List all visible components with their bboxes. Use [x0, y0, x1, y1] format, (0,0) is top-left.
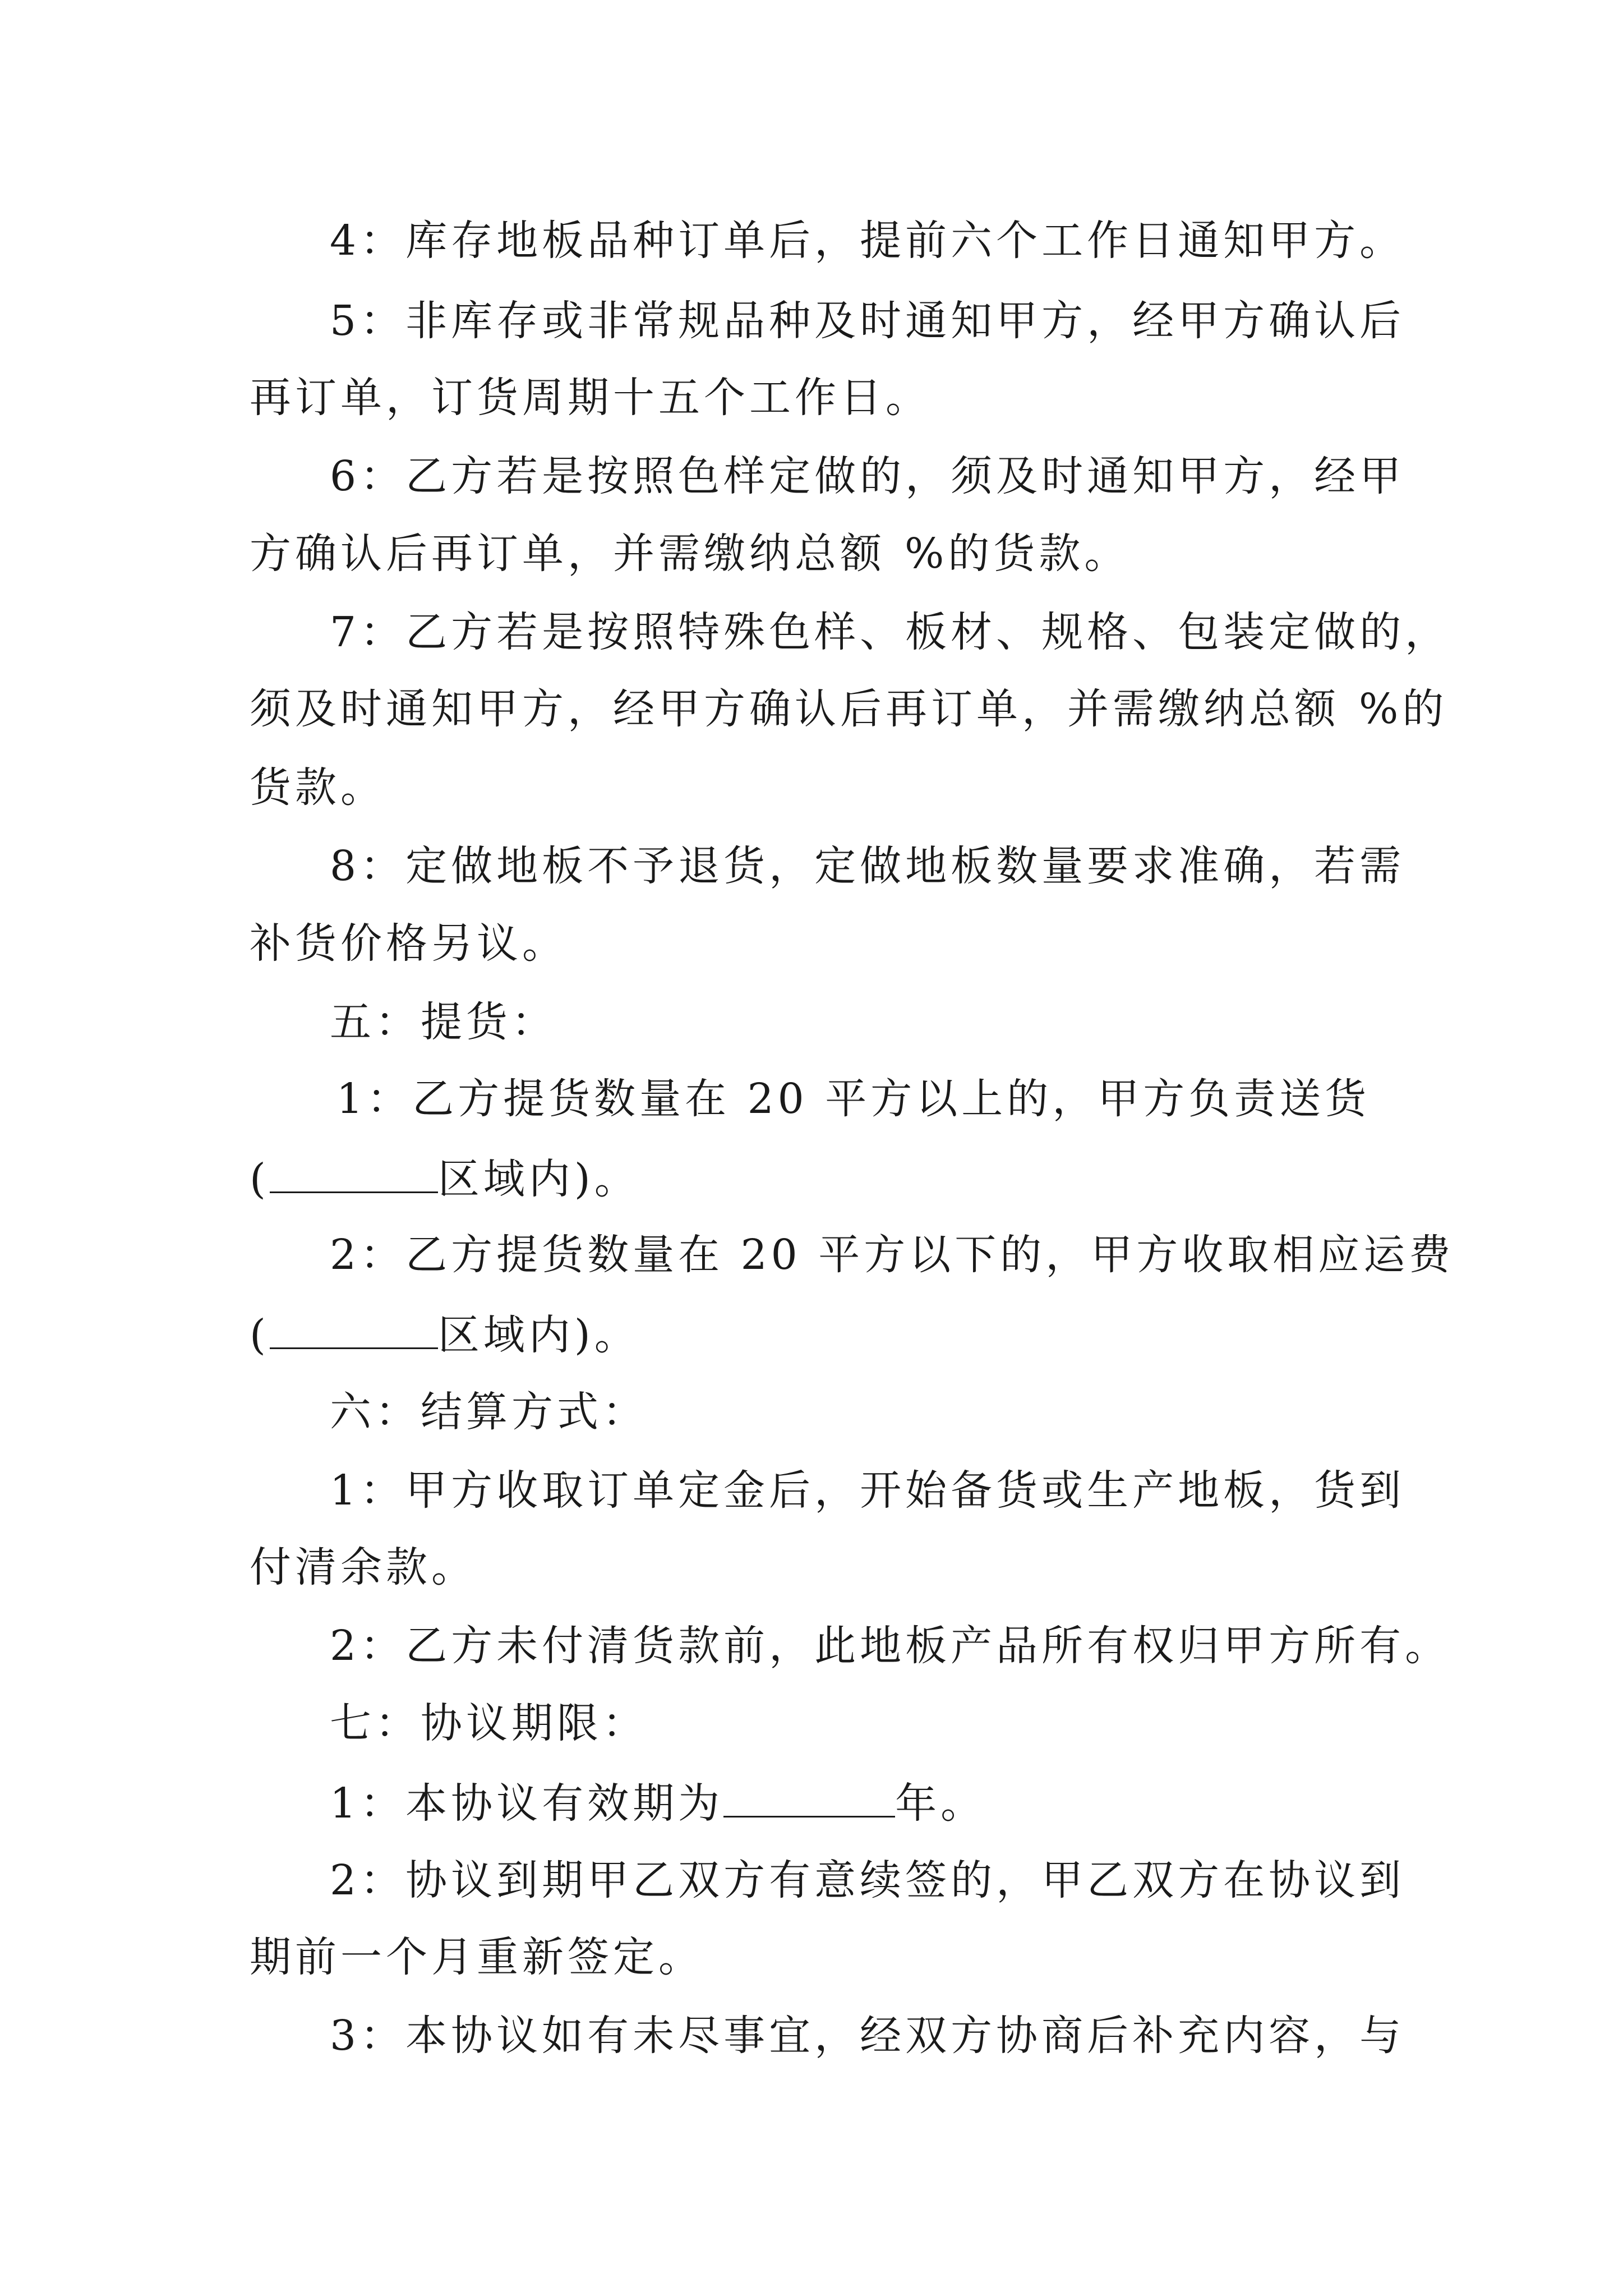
fill-in-blank	[270, 1313, 438, 1349]
paragraph-line	[250, 1155, 640, 1203]
line-text: 2：协议到期甲乙双方有意续签的，甲乙双方在协议到	[330, 1856, 1405, 1904]
section-heading	[330, 1388, 648, 1436]
line-text: 付清余款。	[250, 1543, 477, 1591]
section-heading	[330, 998, 557, 1046]
line-text: 须及时通知甲方，经甲方确认后再订单，并需缴纳总额	[250, 685, 1340, 733]
line-text: (	[250, 1155, 270, 1203]
line-text: 8：定做地板不予退货，定做地板数量要求准确，若需	[330, 842, 1405, 890]
line-text: 1：甲方收取订单定金后，开始备货或生产地板，货到	[330, 1466, 1405, 1515]
paragraph-line	[250, 374, 931, 422]
line-text: 再订单，订货周期十五个工作日。	[250, 374, 931, 422]
line-text: (	[250, 1311, 270, 1359]
line-text: 1：本协议有效期为	[330, 1779, 724, 1828]
fill-in-blank	[270, 1157, 438, 1193]
paragraph-line	[250, 530, 1130, 578]
line-text: 七：协议期限：	[330, 1699, 648, 1747]
line-text: 4：库存地板品种订单后，提前六个工作日通知甲方。	[330, 217, 1405, 265]
line-text: 五：提货：	[330, 998, 557, 1046]
paragraph-line	[250, 1311, 640, 1359]
line-text: %的货款。	[905, 530, 1130, 578]
fill-in-blank	[723, 1781, 895, 1818]
line-text: 3：本协议如有未尽事宜，经双方协商后补充内容，与	[330, 2012, 1405, 2060]
line-text: 6：乙方若是按照色样定做的，须及时通知甲方，经甲	[330, 452, 1405, 500]
paragraph-line	[330, 842, 1405, 890]
line-text: 区域内)。	[437, 1311, 640, 1359]
line-text: %的	[1359, 685, 1448, 733]
paragraph-line	[250, 1543, 477, 1591]
paragraph-line	[330, 1466, 1405, 1515]
line-text: 区域内)。	[437, 1155, 640, 1203]
line-text: 2：乙方提货数量在 20 平方以下的，甲方收取相应运费	[330, 1231, 1455, 1279]
line-text: 六：结算方式：	[330, 1388, 648, 1436]
paragraph-line	[330, 1231, 1455, 1279]
paragraph-line	[330, 1856, 1405, 1904]
line-text: 补货价格另议。	[250, 919, 568, 968]
paragraph-line	[330, 297, 1405, 345]
section-heading	[330, 1699, 648, 1747]
line-text: 7：乙方若是按照特殊色样、板材、规格、包装定做的，	[330, 608, 1451, 656]
paragraph-line	[330, 217, 1405, 265]
paragraph-line	[250, 919, 568, 968]
line-text: 1：乙方提货数量在 20 平方以上的，甲方负责送货	[336, 1075, 1371, 1123]
paragraph-line	[336, 1075, 1371, 1123]
paragraph-line	[330, 1779, 986, 1828]
line-text: 年。	[895, 1779, 986, 1828]
paragraph-line	[250, 685, 1448, 733]
paragraph-line	[250, 763, 386, 812]
paragraph-line	[330, 2012, 1405, 2060]
line-text: 方确认后再订单，并需缴纳总额	[250, 530, 886, 578]
paragraph-line	[330, 608, 1451, 656]
line-text: 5：非库存或非常规品种及时通知甲方，经甲方确认后	[330, 297, 1405, 345]
paragraph-line	[330, 1622, 1451, 1670]
line-text: 期前一个月重新签定。	[250, 1933, 704, 1981]
line-text: 货款。	[250, 763, 386, 812]
paragraph-line	[330, 452, 1405, 500]
line-text: 2：乙方未付清货款前，此地板产品所有权归甲方所有。	[330, 1622, 1451, 1670]
paragraph-line	[250, 1933, 704, 1981]
